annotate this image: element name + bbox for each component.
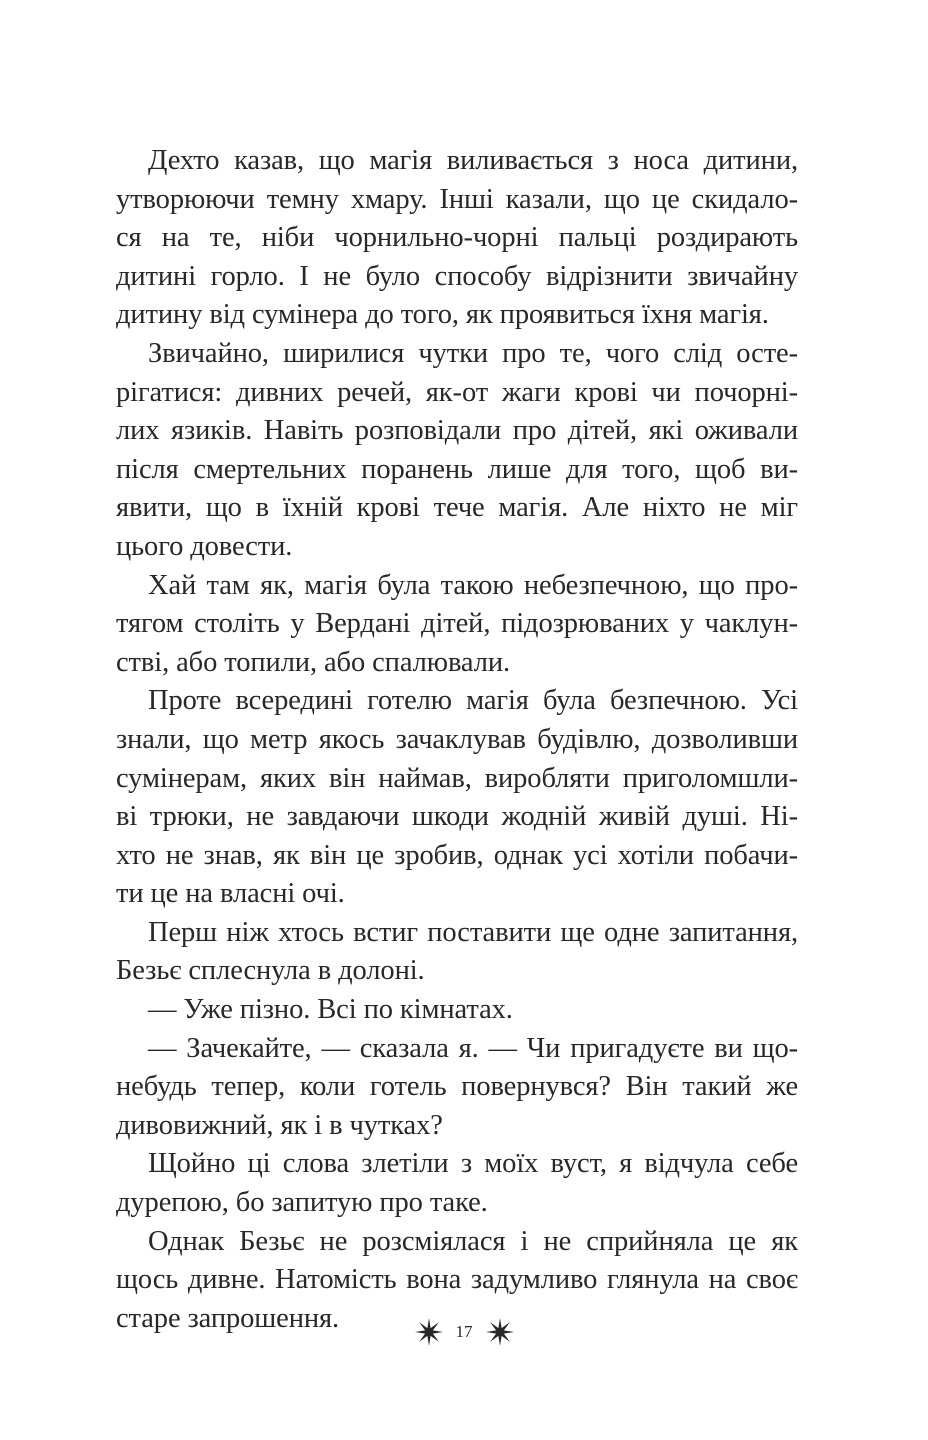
text-line: дитині горло. І не було способу відрізнити звичайну	[116, 260, 798, 292]
text-line: знали, що метр якось зачаклував будівлю, дозволивши	[116, 723, 798, 755]
text-line: ти це на власні очі.	[116, 878, 345, 910]
text-line: Однак Безьє не розсміялася і не сприйняла це як	[148, 1225, 798, 1257]
text-line: — Уже пізно. Всі по кімнатах.	[148, 994, 513, 1026]
text-line: небудь тепер, коли готель повернувся? Він такий же	[116, 1071, 798, 1103]
star-burst-icon	[485, 1317, 515, 1347]
text-line: Дехто казав, що магія виливається з носа дитини,	[148, 145, 798, 176]
text-line: Безьє сплеснула в долоні.	[116, 955, 425, 987]
text-line: — Зачекайте, — сказала я. — Чи пригадуєте ви що-	[148, 1032, 798, 1064]
text-line: тягом століть у Вердані дітей, підозрюваних у чаклун-	[116, 608, 798, 640]
text-line: сумінерам, яких він наймав, виробляти приголомшли-	[116, 762, 798, 794]
text-line: Щойно ці слова злетіли з моїх вуст, я відчула себе	[148, 1148, 798, 1180]
page-number: 17	[455, 1322, 473, 1341]
text-line: ся на те, ніби чорнильно-чорні пальці роздирають	[116, 222, 798, 254]
text-line: Хай там як, магія була такою небезпечною, що про-	[148, 569, 798, 601]
text-line: ві трюки, не завдаючи шкоди жодній живій душі. Ні-	[116, 801, 798, 833]
text-line: рігатися: дивних речей, як-от жаги крові чи почорні-	[116, 376, 798, 408]
text-line: дивовижний, як і в чутках?	[116, 1109, 443, 1141]
text-line: Проте всередині готелю магія була безпечною. Усі	[148, 685, 798, 717]
text-line: стві, або топили, або спалювали.	[116, 646, 511, 678]
page-text	[116, 142, 798, 1338]
text-line: цього довести.	[116, 530, 293, 562]
text-line: явити, що в їхній крові тече магія. Але ніхто не міг	[116, 492, 798, 524]
text-line: дурепою, бо запитую про таке.	[116, 1187, 488, 1219]
page-footer	[0, 1317, 928, 1347]
text-line: утворюючи темну хмару. Інші казали, що це скидало-	[116, 183, 798, 215]
text-line: лих язиків. Навіть розповідали про дітей, які оживали	[116, 415, 798, 447]
text-line: Звичайно, ширилися чутки про те, чого слід осте-	[148, 337, 798, 369]
text-line: після смертельних поранень лише для того, щоб ви-	[116, 453, 798, 485]
text-line: хто не знав, як він це зробив, однак усі хотіли побачи-	[116, 839, 798, 871]
star-burst-icon	[414, 1317, 444, 1347]
text-line: дитину від сумінера до того, як проявиться їхня магія.	[116, 299, 769, 331]
text-line: Перш ніж хтось встиг поставити ще одне запитання,	[148, 916, 798, 948]
text-line: старе запрошення.	[116, 1302, 340, 1334]
text-line: щось дивне. Натомість вона задумливо глянула на своє	[116, 1264, 798, 1296]
